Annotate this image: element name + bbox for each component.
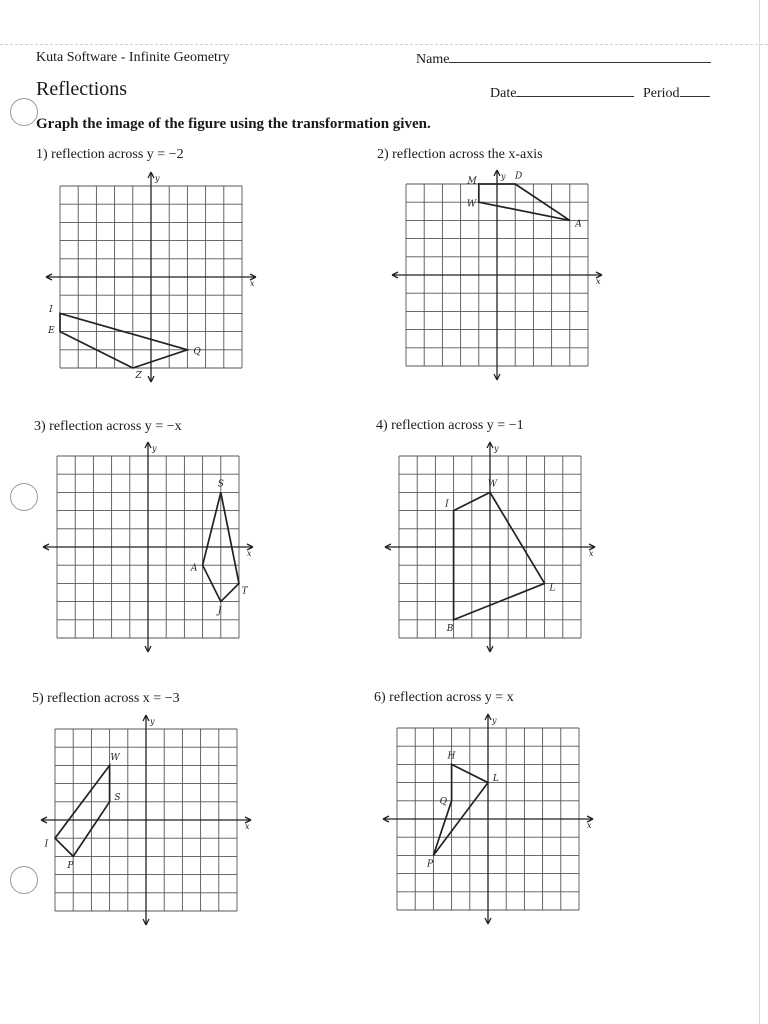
page-title: Reflections bbox=[36, 78, 128, 100]
problem-text: reflection across y = −x bbox=[49, 419, 182, 434]
x-axis-label: x bbox=[250, 279, 255, 288]
vertex-label: P bbox=[426, 859, 434, 870]
vertex-label: Q bbox=[439, 796, 447, 807]
vertex-label: E bbox=[48, 325, 55, 336]
arrow-down-icon bbox=[148, 376, 154, 382]
vertex-label: M bbox=[467, 176, 477, 187]
instructions: Graph the image of the figure using the transformation given. bbox=[36, 116, 431, 132]
x-axis-label: x bbox=[587, 821, 592, 830]
arrow-left-icon bbox=[43, 544, 49, 550]
vertex-label: L bbox=[492, 774, 499, 785]
arrow-up-icon bbox=[145, 442, 151, 448]
arrow-right-icon bbox=[587, 816, 593, 822]
problem-number: 6) bbox=[374, 690, 386, 705]
figure-polygon bbox=[203, 492, 239, 601]
arrow-down-icon bbox=[145, 646, 151, 652]
punch-hole bbox=[10, 866, 38, 894]
arrow-right-icon bbox=[245, 817, 251, 823]
problem-text: reflection across the x-axis bbox=[392, 147, 543, 162]
arrow-up-icon bbox=[148, 172, 154, 178]
vertex-label: L bbox=[549, 583, 556, 594]
y-axis-label: y bbox=[492, 716, 497, 725]
problem-6-label bbox=[374, 690, 514, 706]
axes bbox=[392, 170, 602, 380]
arrow-down-icon bbox=[485, 918, 491, 924]
arrow-right-icon bbox=[589, 544, 595, 550]
arrow-up-icon bbox=[485, 714, 491, 720]
x-axis-label: x bbox=[247, 549, 252, 558]
vertex-label: T bbox=[241, 586, 248, 597]
problem-3-label bbox=[34, 419, 182, 435]
vertex-label: I bbox=[445, 499, 449, 510]
arrow-right-icon bbox=[250, 274, 256, 280]
coordinate-grid bbox=[406, 184, 588, 366]
period-label: Period bbox=[643, 86, 680, 101]
axes bbox=[383, 714, 593, 924]
coordinate-grid bbox=[60, 186, 242, 368]
punch-hole bbox=[10, 98, 38, 126]
vertex-label: S bbox=[114, 793, 121, 804]
x-axis-label: x bbox=[589, 549, 594, 558]
arrow-down-icon bbox=[487, 646, 493, 652]
arrow-right-icon bbox=[247, 544, 253, 550]
y-axis-label: y bbox=[150, 717, 155, 726]
figure-polygon bbox=[60, 313, 187, 368]
problem-number: 3) bbox=[34, 419, 46, 434]
problem-number: 5) bbox=[32, 691, 44, 706]
axes bbox=[41, 715, 251, 925]
arrow-up-icon bbox=[494, 170, 500, 176]
vertex-label: B bbox=[446, 623, 454, 634]
axes bbox=[46, 172, 256, 382]
x-axis-label: x bbox=[245, 822, 250, 831]
axes bbox=[43, 442, 253, 652]
y-axis-label: y bbox=[152, 444, 157, 453]
problem-5-label bbox=[32, 691, 180, 707]
problem-2-label bbox=[377, 147, 543, 163]
punch-hole bbox=[10, 483, 38, 511]
problem-text: reflection across y = x bbox=[389, 690, 514, 705]
vertex-label: Q bbox=[193, 346, 201, 357]
page-edge bbox=[759, 0, 760, 1024]
arrow-left-icon bbox=[41, 817, 47, 823]
figure-polygon bbox=[433, 764, 488, 855]
problem-number: 2) bbox=[377, 147, 389, 162]
vertex-label: A bbox=[575, 219, 582, 230]
vertex-label: I bbox=[44, 839, 49, 850]
axes bbox=[385, 442, 595, 652]
vertex-label: W bbox=[466, 199, 477, 210]
problem-4-label bbox=[376, 418, 524, 434]
vertex-label: D bbox=[515, 171, 523, 182]
vertex-label: W bbox=[110, 753, 120, 764]
problem-text: reflection across y = −2 bbox=[51, 147, 184, 162]
date-field[interactable] bbox=[490, 84, 634, 102]
arrow-left-icon bbox=[383, 816, 389, 822]
arrow-down-icon bbox=[143, 919, 149, 925]
vertex-label: I bbox=[49, 305, 53, 316]
x-axis-label: x bbox=[596, 277, 601, 286]
y-axis-label: y bbox=[155, 174, 160, 183]
coordinate-grid bbox=[55, 729, 237, 911]
arrow-left-icon bbox=[385, 544, 391, 550]
figure-polygon bbox=[454, 492, 545, 619]
vertex-label: H bbox=[447, 751, 456, 762]
y-axis-label: y bbox=[501, 172, 506, 181]
problem-text: reflection across x = −3 bbox=[47, 691, 180, 706]
problem-number: 1) bbox=[36, 147, 48, 162]
coordinate-grid bbox=[397, 728, 579, 910]
arrow-up-icon bbox=[487, 442, 493, 448]
date-label: Date bbox=[490, 86, 517, 101]
period-field[interactable] bbox=[643, 84, 710, 102]
coordinate-grid bbox=[57, 456, 239, 638]
arrow-left-icon bbox=[46, 274, 52, 280]
name-blank[interactable] bbox=[449, 50, 711, 63]
problem-1-label bbox=[36, 147, 184, 163]
arrow-up-icon bbox=[143, 715, 149, 721]
top-divider bbox=[0, 44, 768, 46]
arrow-down-icon bbox=[494, 374, 500, 380]
vertex-label: W bbox=[487, 479, 497, 490]
name-field[interactable] bbox=[416, 50, 711, 68]
date-blank[interactable] bbox=[516, 84, 634, 97]
arrow-right-icon bbox=[596, 272, 602, 278]
problem-number: 4) bbox=[376, 418, 388, 433]
y-axis-label: y bbox=[494, 444, 499, 453]
vertex-label: A bbox=[190, 563, 198, 574]
software-title: Kuta Software - Infinite Geometry bbox=[36, 50, 230, 65]
name-label: Name bbox=[416, 52, 450, 67]
vertex-label: S bbox=[217, 479, 224, 490]
figure-polygon bbox=[479, 184, 570, 220]
vertex-label: J bbox=[217, 606, 222, 617]
coordinate-grid bbox=[399, 456, 581, 638]
period-blank[interactable] bbox=[680, 84, 710, 97]
arrow-left-icon bbox=[392, 272, 398, 278]
vertex-label: Z bbox=[135, 370, 142, 381]
figure-polygon bbox=[55, 765, 110, 856]
problem-text: reflection across y = −1 bbox=[391, 418, 524, 433]
vertex-label: P bbox=[67, 860, 74, 871]
